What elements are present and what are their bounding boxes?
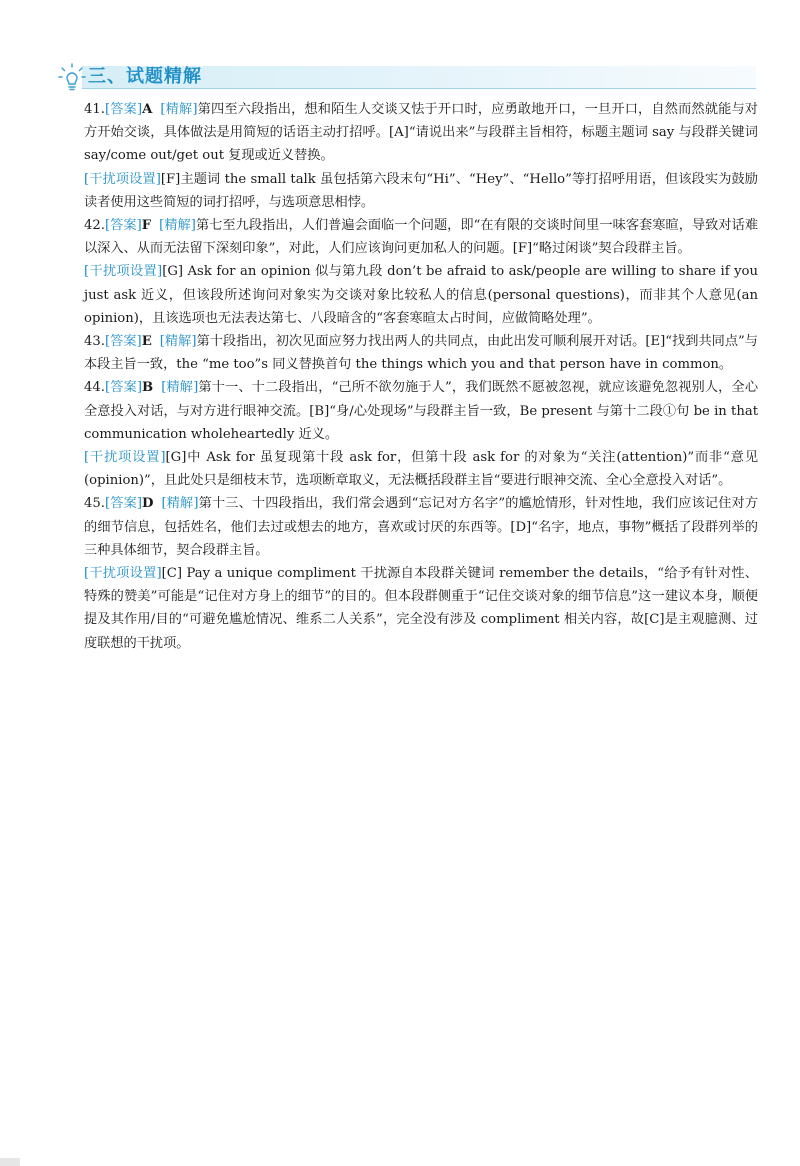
analysis-text: 第十三、十四段指出，我们常会遇到“忘记对方名字”的尴尬情形，针对性地，我们应该记住对方的细节信息，包括姓名，他们去过或想去的地方，喜欢或讨厌的东西等。[D]“名字，地点，事物”概括了段群列举的三种具体细节，契合段群主旨。 (84, 496, 759, 558)
distractor-text: [G]中 Ask for 虽复现第十段 ask for，但第十段 ask for 的对象为“关注(attention)”而非“意见(opinion)”，且此处只是细枝末节，选项断章取义，无法概括段群主旨“要进行眼神交流、全心全意投入对话”。 (84, 450, 759, 489)
page-corner-mark (0, 1158, 20, 1166)
answer-letter: A (142, 102, 153, 117)
answer-explanations (84, 98, 758, 655)
distractor-tag: [干扰项设置] (84, 171, 161, 187)
item-number: 42. (84, 218, 105, 234)
distractor-tag: [干扰项设置] (84, 566, 162, 582)
analysis-text: 第十一、十二段指出，“己所不欲勿施于人”，我们既然不愿被忽视，就应该避免忽视别人，全心全意投入对话，与对方进行眼神交流。[B]“身/心处现场”与段群主旨一致，Be present 与第十二段①句 be in that communication wholeheartedly 近义。 (84, 380, 759, 442)
distractor-text: [C] Pay a unique compliment 干扰源自本段群关键词 remember the details，“给予有针对性、特殊的赞美”可能是“记住对方身上的细节”的目的。但本段群侧重于“记住交谈对象的细节信息”这一建议本身，顺便提及其作用/目的“可避免尴尬情况、维系二人关系”，完全没有涉及 compliment 相关内容，故[C]是主观臆测、过度联想的干扰项。 (84, 566, 758, 651)
distractor-tag: [干扰项设置] (84, 264, 163, 280)
answer-letter: F (141, 218, 152, 234)
answer-letter: B (142, 380, 154, 396)
item-distractor-42 (84, 260, 758, 330)
item-distractor-44 (84, 446, 758, 492)
analysis-tag: [精解] (161, 496, 199, 512)
answer-tag: [答案] (104, 380, 143, 396)
analysis-tag: [精解] (161, 380, 199, 396)
item-answer-41 (84, 98, 758, 168)
item-distractor-45 (84, 562, 758, 655)
analysis-text: 第七至九段指出，人们普遍会面临一个问题，即“在有限的交谈时间里一味客套寒暄，导致对话难以深入、从而无法留下深刻印象”，对此，人们应该询问更加私人的问题。[F]“略过闲谈”契合段群主旨。 (84, 218, 759, 257)
distractor-tag: [干扰项设置] (84, 450, 166, 466)
section-header (58, 62, 756, 92)
item-distractor-41 (84, 168, 758, 214)
item-answer-42 (84, 214, 758, 260)
distractor-text: [G] Ask for an opinion 似与第九段 don’t be afraid to ask/people are willing to share if you just ask 近义，但该段所述询问对象实为交谈对象比较私人的信息(personal questions)，而非其个人意见(an opinion)，且该选项也无法表达第七、八段暗含的“客套寒暄太占时间，应做简略处理”。 (84, 264, 758, 326)
answer-tag: [答案] (104, 218, 142, 234)
analysis-tag: [精解] (159, 334, 197, 350)
answer-letter: D (142, 496, 154, 512)
analysis-text: 第四至六段指出，想和陌生人交谈又怯于开口时，应勇敢地开口，一旦开口，自然而然就能与对方开始交谈，具体做法是用简短的话语主动打招呼。[A]“请说出来”与段群主旨相符，标题主题词 say 与段群关键词 say/come out/get out 复现或近义替换。 (84, 102, 758, 164)
analysis-text: 第十段指出，初次见面应努力找出两人的共同点，由此出发可顺利展开对话。[E]“找到共同点”与本段主旨一致，the “me too”s 同义替换首句 the things which you and that person have in common。 (84, 334, 758, 373)
analysis-tag: [精解] (159, 218, 196, 234)
item-answer-43 (84, 330, 758, 376)
answer-tag: [答案] (104, 334, 142, 350)
lightbulb-icon (58, 62, 86, 92)
item-answer-45 (84, 492, 758, 562)
analysis-tag: [精解] (160, 102, 198, 117)
item-answer-44 (84, 376, 758, 446)
answer-tag: [答案] (104, 496, 143, 512)
answer-tag: [答案] (104, 102, 143, 117)
item-number: 45. (84, 496, 105, 512)
answer-letter: E (141, 334, 152, 350)
item-number: 44. (84, 380, 105, 396)
section-title: 三、试题精解 (88, 66, 202, 87)
distractor-text: [F]主题词 the small talk 虽包括第六段末句“Hi”、“Hey”、“Hello”等打招呼用语，但该段实为鼓励读者使用这些简短的词打招呼，与选项意思相悖。 (84, 171, 758, 210)
item-number: 41. (84, 102, 105, 117)
item-number: 43. (84, 334, 105, 350)
